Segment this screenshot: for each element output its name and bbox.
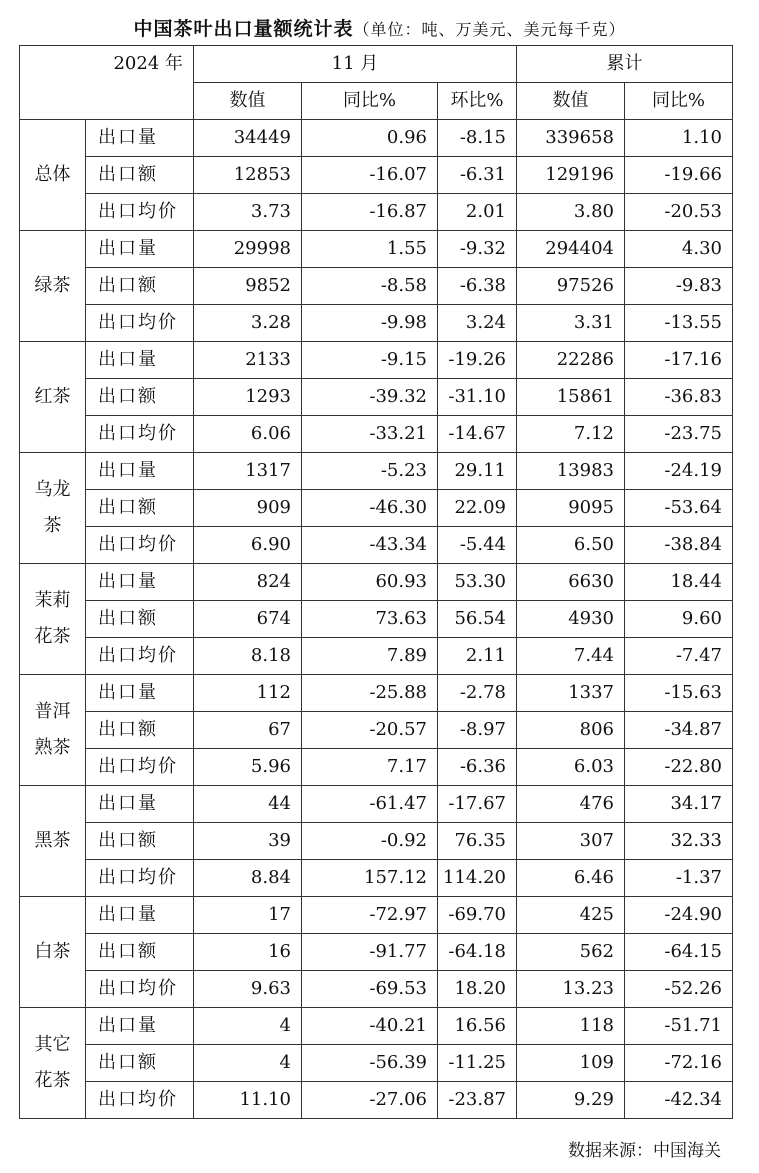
value-cell: -64.18 [438,934,517,971]
unit-note: （单位：吨、万美元、美元每千克） [353,20,626,39]
value-cell: 1293 [194,379,302,416]
table-row [20,971,733,1008]
table-row [20,416,733,453]
table-body [20,120,733,1119]
category-cell: 白茶 [20,897,86,1008]
value-cell: 53.30 [438,564,517,601]
table-row [20,453,733,490]
value-cell: 2.11 [438,638,517,675]
value-cell: -6.31 [438,157,517,194]
value-cell: 112 [194,675,302,712]
metric-cell: 出口均价 [86,749,194,786]
value-cell: -6.38 [438,268,517,305]
value-cell: -9.32 [438,231,517,268]
value-cell: 32.33 [625,823,733,860]
table-row [20,527,733,564]
table-row [20,268,733,305]
value-cell: -13.55 [625,305,733,342]
value-cell: 2.01 [438,194,517,231]
value-cell: 476 [517,786,625,823]
value-cell: 76.35 [438,823,517,860]
value-cell: 97526 [517,268,625,305]
value-cell: 909 [194,490,302,527]
value-cell: 29998 [194,231,302,268]
value-cell: 17 [194,897,302,934]
value-cell: -8.58 [302,268,438,305]
value-cell: -33.21 [302,416,438,453]
category-cell: 绿茶 [20,231,86,342]
value-cell: -22.80 [625,749,733,786]
value-cell: 22.09 [438,490,517,527]
value-cell: -72.97 [302,897,438,934]
table-row [20,1082,733,1119]
value-cell: -1.37 [625,860,733,897]
value-cell: -69.70 [438,897,517,934]
category-cell: 其它 花茶 [20,1008,86,1119]
table-row [20,305,733,342]
value-cell: 56.54 [438,601,517,638]
metric-cell: 出口均价 [86,527,194,564]
metric-cell: 出口均价 [86,416,194,453]
metric-cell: 出口均价 [86,860,194,897]
metric-cell: 出口量 [86,786,194,823]
subheader-cum-yoy: 同比% [625,83,733,120]
table-row [20,638,733,675]
value-cell: -20.53 [625,194,733,231]
value-cell: -2.78 [438,675,517,712]
value-cell: 1.55 [302,231,438,268]
value-cell: -38.84 [625,527,733,564]
value-cell: 129196 [517,157,625,194]
value-cell: -14.67 [438,416,517,453]
metric-cell: 出口额 [86,823,194,860]
subheader-cum-value: 数值 [517,83,625,120]
value-cell: -34.87 [625,712,733,749]
value-cell: -6.36 [438,749,517,786]
value-cell: 16.56 [438,1008,517,1045]
metric-cell: 出口量 [86,342,194,379]
tea-export-table [19,45,733,1119]
value-cell: 4930 [517,601,625,638]
value-cell: 4 [194,1045,302,1082]
value-cell: 307 [517,823,625,860]
value-cell: 34.17 [625,786,733,823]
value-cell: 118 [517,1008,625,1045]
table-row [20,194,733,231]
value-cell: 8.84 [194,860,302,897]
value-cell: -40.21 [302,1008,438,1045]
value-cell: -8.97 [438,712,517,749]
value-cell: 34449 [194,120,302,157]
table-row [20,379,733,416]
metric-cell: 出口额 [86,268,194,305]
year-header: 2024 年 [20,46,194,120]
table-row [20,860,733,897]
value-cell: 11.10 [194,1082,302,1119]
table-row [20,786,733,823]
value-cell: 3.80 [517,194,625,231]
value-cell: 39 [194,823,302,860]
value-cell: 5.96 [194,749,302,786]
value-cell: -51.71 [625,1008,733,1045]
value-cell: 294404 [517,231,625,268]
metric-cell: 出口量 [86,453,194,490]
value-cell: 425 [517,897,625,934]
metric-cell: 出口额 [86,379,194,416]
subheader-mom: 环比% [438,83,517,120]
value-cell: 60.93 [302,564,438,601]
value-cell: 9.29 [517,1082,625,1119]
table-row [20,1008,733,1045]
value-cell: 674 [194,601,302,638]
metric-cell: 出口均价 [86,638,194,675]
metric-cell: 出口均价 [86,971,194,1008]
value-cell: -5.23 [302,453,438,490]
value-cell: -9.83 [625,268,733,305]
value-cell: -24.90 [625,897,733,934]
value-cell: 16 [194,934,302,971]
value-cell: -64.15 [625,934,733,971]
value-cell: -69.53 [302,971,438,1008]
metric-cell: 出口均价 [86,1082,194,1119]
value-cell: -17.67 [438,786,517,823]
title-text: 中国茶叶出口量额统计表 [133,18,354,40]
metric-cell: 出口量 [86,897,194,934]
table-row [20,601,733,638]
metric-cell: 出口额 [86,601,194,638]
value-cell: 6630 [517,564,625,601]
value-cell: 15861 [517,379,625,416]
metric-cell: 出口量 [86,1008,194,1045]
metric-cell: 出口均价 [86,194,194,231]
value-cell: 339658 [517,120,625,157]
value-cell: 1.10 [625,120,733,157]
data-source: 数据来源：中国海关 [568,1141,721,1161]
category-cell: 总体 [20,120,86,231]
value-cell: -17.16 [625,342,733,379]
metric-cell: 出口额 [86,490,194,527]
metric-cell: 出口量 [86,231,194,268]
table-row [20,120,733,157]
value-cell: 2133 [194,342,302,379]
value-cell: 44 [194,786,302,823]
table-row [20,157,733,194]
value-cell: -72.16 [625,1045,733,1082]
value-cell: 8.18 [194,638,302,675]
value-cell: -16.87 [302,194,438,231]
value-cell: -31.10 [438,379,517,416]
value-cell: -46.30 [302,490,438,527]
value-cell: 9.63 [194,971,302,1008]
month-header: 11 月 [194,46,517,83]
table-row [20,490,733,527]
category-cell: 红茶 [20,342,86,453]
table-row [20,749,733,786]
value-cell: -19.66 [625,157,733,194]
value-cell: 9852 [194,268,302,305]
value-cell: 73.63 [302,601,438,638]
metric-cell: 出口额 [86,712,194,749]
table-row [20,564,733,601]
value-cell: -56.39 [302,1045,438,1082]
category-cell: 乌龙 茶 [20,453,86,564]
value-cell: -15.63 [625,675,733,712]
category-cell: 茉莉 花茶 [20,564,86,675]
value-cell: -39.32 [302,379,438,416]
value-cell: 157.12 [302,860,438,897]
value-cell: -27.06 [302,1082,438,1119]
metric-cell: 出口额 [86,934,194,971]
value-cell: 0.96 [302,120,438,157]
value-cell: -7.47 [625,638,733,675]
subheader-yoy: 同比% [302,83,438,120]
value-cell: 13983 [517,453,625,490]
value-cell: 562 [517,934,625,971]
value-cell: 6.06 [194,416,302,453]
value-cell: 12853 [194,157,302,194]
value-cell: 6.90 [194,527,302,564]
value-cell: 1317 [194,453,302,490]
value-cell: -23.87 [438,1082,517,1119]
table-row [20,1045,733,1082]
value-cell: 109 [517,1045,625,1082]
value-cell: -8.15 [438,120,517,157]
value-cell: -61.47 [302,786,438,823]
value-cell: -20.57 [302,712,438,749]
value-cell: 7.17 [302,749,438,786]
value-cell: -91.77 [302,934,438,971]
metric-cell: 出口量 [86,564,194,601]
value-cell: 806 [517,712,625,749]
category-cell: 黑茶 [20,786,86,897]
metric-cell: 出口额 [86,157,194,194]
value-cell: -16.07 [302,157,438,194]
value-cell: 7.44 [517,638,625,675]
value-cell: -19.26 [438,342,517,379]
table-row [20,934,733,971]
value-cell: 18.44 [625,564,733,601]
value-cell: -52.26 [625,971,733,1008]
value-cell: 6.50 [517,527,625,564]
value-cell: 7.89 [302,638,438,675]
table-row [20,897,733,934]
table-row [20,342,733,379]
value-cell: 3.73 [194,194,302,231]
metric-cell: 出口均价 [86,305,194,342]
value-cell: -23.75 [625,416,733,453]
value-cell: -9.98 [302,305,438,342]
table-row [20,823,733,860]
value-cell: 6.03 [517,749,625,786]
metric-cell: 出口量 [86,675,194,712]
value-cell: 9.60 [625,601,733,638]
subheader-value: 数值 [194,83,302,120]
value-cell: -43.34 [302,527,438,564]
value-cell: 6.46 [517,860,625,897]
value-cell: -42.34 [625,1082,733,1119]
value-cell: 67 [194,712,302,749]
value-cell: -53.64 [625,490,733,527]
metric-cell: 出口量 [86,120,194,157]
value-cell: 4 [194,1008,302,1045]
metric-cell: 出口额 [86,1045,194,1082]
value-cell: 3.24 [438,305,517,342]
value-cell: 3.28 [194,305,302,342]
value-cell: -9.15 [302,342,438,379]
value-cell: 13.23 [517,971,625,1008]
table-row [20,712,733,749]
value-cell: -11.25 [438,1045,517,1082]
value-cell: -0.92 [302,823,438,860]
table-row [20,675,733,712]
value-cell: 824 [194,564,302,601]
value-cell: 22286 [517,342,625,379]
value-cell: 114.20 [438,860,517,897]
value-cell: 7.12 [517,416,625,453]
value-cell: 18.20 [438,971,517,1008]
table-title [0,14,759,41]
category-cell: 普洱 熟茶 [20,675,86,786]
value-cell: -5.44 [438,527,517,564]
table-row [20,231,733,268]
value-cell: 29.11 [438,453,517,490]
value-cell: 4.30 [625,231,733,268]
cumulative-header: 累计 [517,46,733,83]
value-cell: 9095 [517,490,625,527]
value-cell: -24.19 [625,453,733,490]
value-cell: -25.88 [302,675,438,712]
value-cell: -36.83 [625,379,733,416]
value-cell: 3.31 [517,305,625,342]
value-cell: 1337 [517,675,625,712]
